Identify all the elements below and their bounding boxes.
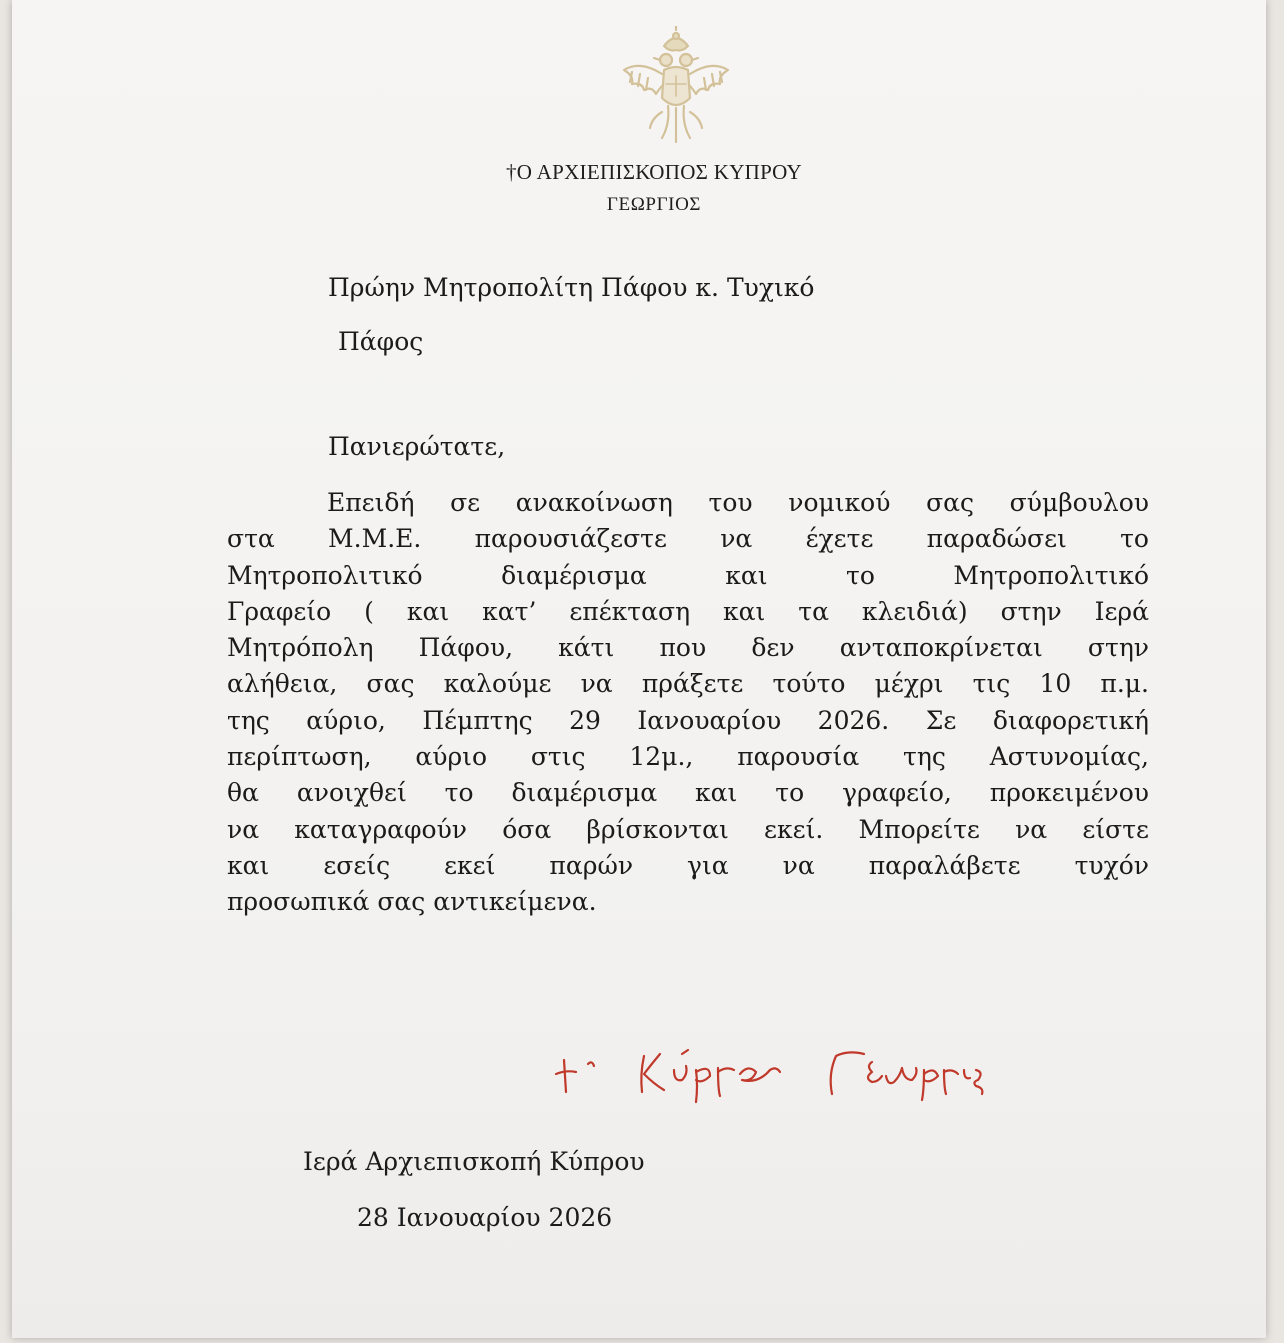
closing-place: Ιερά Αρχιεπισκοπή Κύπρου <box>303 1147 645 1176</box>
letter-page <box>12 0 1266 1338</box>
recipient-name: Πρώην Μητροπολίτη Πάφου κ. Τυχικό <box>328 273 815 302</box>
body-line: προσωπικά σας αντικείμενα. <box>227 887 597 917</box>
body-line: στα Μ.Μ.Ε. παρουσιάζεστε να έχετε παραδώσει το <box>227 524 1149 554</box>
body-line: αλήθεια, σας καλούμε να πράξετε τούτο μέχρι τις 10 π.μ. <box>227 669 1149 699</box>
recipient-city: Πάφος <box>338 327 424 356</box>
body-line: θα ανοιχθεί το διαμέρισμα και το γραφείο, προκειμένου <box>227 778 1149 808</box>
body-line: Μητρόπολη Πάφου, κάτι που δεν ανταποκρίνεται στην <box>227 633 1149 663</box>
body-line: να καταγραφούν όσα βρίσκονται εκεί. Μπορείτε να είστε <box>227 814 1149 844</box>
body-line: περίπτωση, αύριο στις 12μ., παρουσία της Αστυνομίας, <box>227 742 1149 772</box>
body-line: και εσείς εκεί παρών για να παραλάβετε τυχόν <box>227 850 1149 880</box>
closing-date: 28 Ιανουαρίου 2026 <box>357 1203 613 1232</box>
salutation: Πανιερώτατε, <box>328 432 506 461</box>
archiepiscopal-crest-icon <box>610 26 742 158</box>
body-line: Μητροπολιτικό διαμέρισμα και το Μητροπολιτικό <box>227 560 1149 590</box>
body-line: Επειδή σε ανακοίνωση του νομικού σας σύμβουλου <box>327 488 1149 517</box>
body-line: Γραφείο ( και κατ’ επέκταση και τα κλειδιά) στην Ιερά <box>227 596 1149 626</box>
letterhead-name: ΓΕΩΡΓΙΟΣ <box>606 194 702 215</box>
letter-body <box>227 485 1149 921</box>
body-line: της αύριο, Πέμπτης 29 Ιανουαρίου 2026. Σε διαφορετική <box>227 705 1149 735</box>
letterhead-title: †Ο ΑΡΧΙΕΠΙΣΚΟΠΟΣ ΚΥΠΡΟΥ <box>505 160 803 184</box>
handwritten-signature <box>552 1030 992 1110</box>
